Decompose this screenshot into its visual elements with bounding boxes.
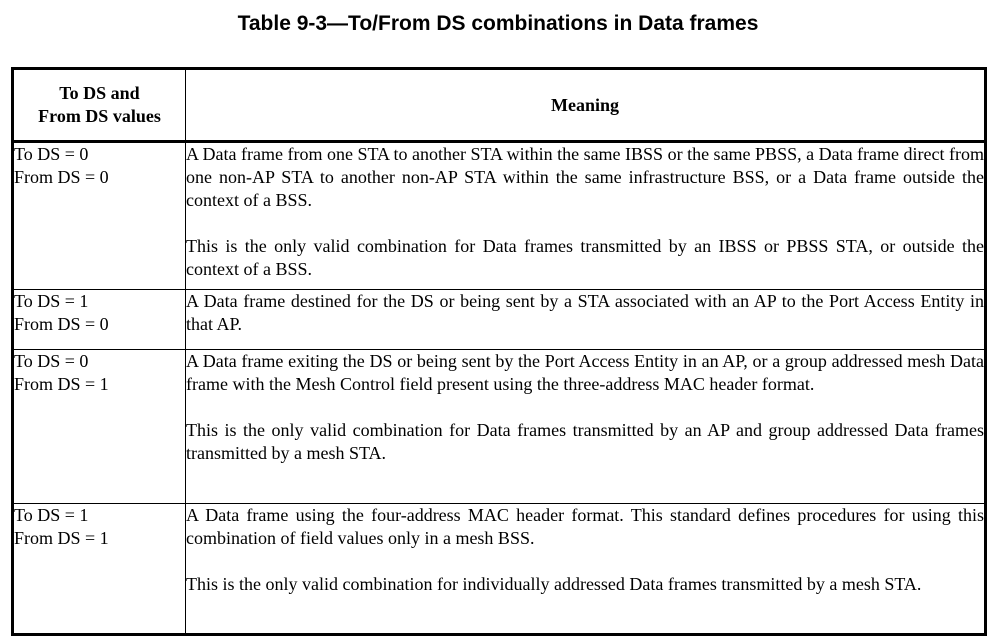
header-meaning: Meaning — [186, 69, 986, 142]
ds-values-cell — [13, 290, 186, 350]
ds-values-cell — [13, 142, 186, 290]
meaning-paragraph: A Data frame using the four-address MAC header format. This standard defines procedures for using this combination of field values only in a mesh BSS. — [186, 505, 984, 548]
table-header-row — [13, 69, 986, 142]
meaning-paragraph: This is the only valid combination for individually addressed Data frames transmitted by a mesh STA. — [186, 574, 922, 594]
meaning-paragraph: A Data frame from one STA to another STA within the same IBSS or the same PBSS, a Data frame direct from one non-AP STA to another non-AP STA within the same infrastructure BSS, or a Data frame outside the context of a BSS. — [186, 144, 984, 210]
meaning-paragraph: This is the only valid combination for Data frames transmitted by an AP and group addressed Data frames transmitted by a mesh STA. — [186, 420, 984, 463]
from-ds-value: From DS = 1 — [14, 528, 109, 548]
meaning-paragraph: A Data frame destined for the DS or being sent by a STA associated with an AP to the Port Access Entity in that AP. — [186, 291, 984, 334]
ds-combinations-table — [11, 67, 987, 636]
to-ds-value: To DS = 1 — [14, 505, 89, 525]
to-ds-value: To DS = 0 — [14, 144, 89, 164]
table-caption: Table 9-3—To/From DS combinations in Data frames — [237, 12, 759, 35]
header-ds-values — [13, 69, 186, 142]
meaning-cell — [186, 350, 986, 504]
table-row — [13, 350, 986, 504]
meaning-paragraph: A Data frame exiting the DS or being sent by the Port Access Entity in an AP, or a group addressed mesh Data frame with the Mesh Control field present using the three-address MAC header format. — [186, 351, 984, 394]
header-ds-values-line1: To DS and — [59, 83, 140, 103]
to-ds-value: To DS = 1 — [14, 291, 89, 311]
meaning-paragraph: This is the only valid combination for Data frames transmitted by an IBSS or PBSS STA, or outside the context of a BSS. — [186, 236, 984, 279]
ds-values-cell — [13, 350, 186, 504]
to-ds-value: To DS = 0 — [14, 351, 89, 371]
meaning-cell — [186, 290, 986, 350]
meaning-cell — [186, 142, 986, 290]
meaning-cell — [186, 504, 986, 635]
header-ds-values-line2: From DS values — [38, 106, 161, 126]
from-ds-value: From DS = 0 — [14, 314, 109, 334]
table-row — [13, 504, 986, 635]
from-ds-value: From DS = 1 — [14, 374, 109, 394]
from-ds-value: From DS = 0 — [14, 167, 109, 187]
table-row — [13, 290, 986, 350]
table-row — [13, 142, 986, 290]
ds-values-cell — [13, 504, 186, 635]
